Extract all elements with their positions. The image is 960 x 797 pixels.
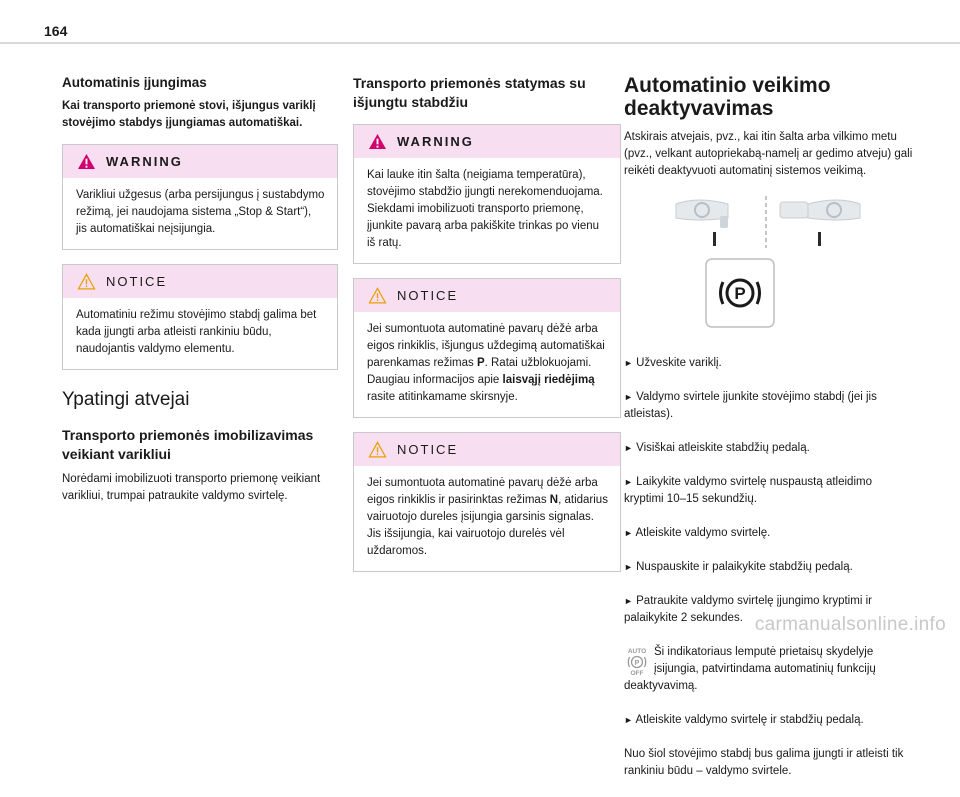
warning-header <box>63 145 337 178</box>
lever-illustration <box>624 186 914 250</box>
warning-triangle-icon <box>77 153 96 170</box>
arrow-icon: ► <box>624 596 633 606</box>
notice-body: Automatiniu režimu stovėjimo stabdį galima bet kada įjungti arba atleisti rankiniu būdu, naudojantis valdymo elementu. <box>76 309 317 355</box>
arrow-icon: ► <box>624 562 633 572</box>
step-item: ► Nuspauskite ir palaikykite stabdžių pedalą. <box>624 561 853 573</box>
arrow-icon: ► <box>624 715 633 725</box>
notice-text-1: Jei sumontuota automatinė pavarų dėžė arba eigos rinkiklis, išjungus uždegimą automatiškai parenkamas režimas <box>367 323 605 369</box>
notice-header <box>63 265 337 298</box>
brake-p-label: P <box>734 284 746 303</box>
notice-triangle-icon <box>368 441 387 458</box>
notice-header <box>354 433 620 466</box>
notice-triangle-icon <box>368 287 387 304</box>
notice-body <box>354 312 620 417</box>
notice-text-2: . Ratai užblokuojami. Daugiau informacijos apie <box>367 357 592 386</box>
indicator-note <box>624 644 914 695</box>
notice-text-1: Jei sumontuota automatinė pavarų dėžė arba eigos rinkiklis ir pasirinktas režimas <box>367 477 598 506</box>
svg-text:OFF: OFF <box>630 670 644 676</box>
notice-text-2: , atidarius vairuotojo dureles įsijungia garsinis signalas. Jis išsijungia, kai vairuotojo durelės vėl uždaromos. <box>367 494 608 557</box>
heading-parking: Transporto priemonės statymas su išjungtu stabdžiu <box>353 75 586 110</box>
notice-text-3: rasite atitinkamame skirsnyje. <box>367 391 518 403</box>
warning-title: WARNING <box>397 134 474 149</box>
step-item: ► Atleiskite valdymo svirtelę. <box>624 527 771 539</box>
step-item: ► Atleiskite valdymo svirtelę ir stabdžių pedalą. <box>624 714 864 726</box>
column-2 <box>353 74 621 586</box>
page-number: 164 <box>44 23 68 39</box>
notice-box-2 <box>353 432 621 572</box>
notice-title: NOTICE <box>397 442 459 457</box>
mode-p: P <box>476 357 485 369</box>
step-item: ► Laikykite valdymo svirtelę nuspaustą atleidimo kryptimi 10–15 sekundžių. <box>624 476 872 505</box>
steering-lever-icon <box>668 192 868 252</box>
arrow-icon: ► <box>624 528 633 538</box>
freewheel-link[interactable]: laisvąjį riedėjimą <box>502 374 595 386</box>
warning-body: Varikliui užgesus (arba persijungus į sustabdymo režimą, jei naudojama sistema „Stop & Start“), jis automatiškai neįsijungia. <box>76 189 325 235</box>
warning-header <box>354 125 620 158</box>
watermark: carmanualsonline.info <box>754 614 946 635</box>
warning-triangle-icon <box>368 133 387 150</box>
notice-body <box>354 466 620 571</box>
heading-auto-engage: Automatinis įjungimas <box>62 75 207 90</box>
arrow-icon: ► <box>624 358 633 368</box>
warning-box <box>62 144 338 250</box>
column-3 <box>624 74 914 797</box>
notice-triangle-icon <box>77 273 96 290</box>
svg-text:P: P <box>634 660 640 667</box>
auto-off-indicator-icon <box>624 646 650 676</box>
heading-special-cases: Ypatingi atvejai <box>62 389 190 410</box>
final-note: Nuo šiol stovėjimo stabdį bus galima įjungti ir atleisti tik rankiniu būdu – valdymo svirtele. <box>624 748 904 777</box>
warning-body: Kai lauke itin šalta (neigiama temperatūra), stovėjimo stabdžio įjungti nerekomenduojama. Siekdami imobilizuoti transporto priemonę, įjunkite pavarą arba pakiškite trinkas po vienu iš ratų. <box>367 169 603 249</box>
warning-box <box>353 124 621 264</box>
intro-paragraph: Atskirais atvejais, pvz., kai itin šalta arba vilkimo metu (pvz., velkant autopriekabą-namelį ar gedimo atveju) gali reikėti deaktyvuoti automatinį sistemos veikimą. <box>624 131 913 177</box>
header-divider <box>0 42 960 44</box>
heading-immobilise: Transporto priemonės imobilizavimas veikiant varikliui <box>62 427 314 462</box>
step-item: ► Patraukite valdymo svirtelę įjungimo kryptimi ir palaikykite 2 sekundes. <box>624 595 872 624</box>
mode-n: N <box>549 494 559 506</box>
svg-text:AUTO: AUTO <box>627 648 647 655</box>
notice-header <box>354 279 620 312</box>
step-item: ► Užveskite variklį. <box>624 357 722 369</box>
arrow-icon: ► <box>624 392 633 402</box>
notice-box <box>62 264 338 370</box>
warning-title: WARNING <box>106 154 183 169</box>
arrow-icon: ► <box>624 443 633 453</box>
lead-paragraph: Kai transporto priemonė stovi, išjungus variklį stovėjimo stabdys įjungiamas automatiškai. <box>62 100 316 129</box>
parking-brake-switch <box>705 258 775 328</box>
column-1 <box>62 74 338 505</box>
indicator-text: Ši indikatoriaus lemputė prietaisų skydelyje įsijungia, patvirtindama automatinių funkcijų deaktyvavimą. <box>624 646 876 692</box>
body-immobilise: Norėdami imobilizuoti transporto priemonę veikiant varikliui, trumpai patraukite valdymo svirtelę. <box>62 473 321 502</box>
parking-brake-icon <box>705 258 775 328</box>
notice-title: NOTICE <box>106 274 168 289</box>
step-item: ► Valdymo svirtele įjunkite stovėjimo stabdį (jei jis atleistas). <box>624 391 877 420</box>
arrow-icon: ► <box>624 477 633 487</box>
notice-title: NOTICE <box>397 288 459 303</box>
notice-box-1 <box>353 278 621 418</box>
steps-list <box>624 338 914 797</box>
step-item: ► Visiškai atleiskite stabdžių pedalą. <box>624 442 810 454</box>
heading-deactivation: Automatinio veikimo deaktyvavimas <box>624 74 831 120</box>
